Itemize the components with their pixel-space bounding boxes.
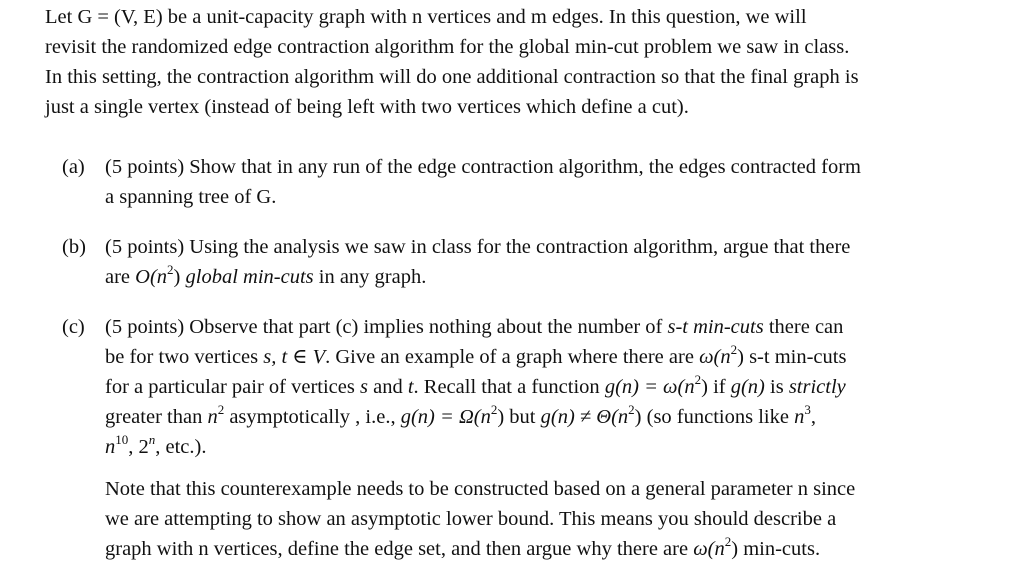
- part-c-line-2: be for two vertices s, t ∈ V. Give an example of a graph where there are $\omega(n^2)$ s-t min-cuts: [105, 342, 847, 368]
- part-b-line-1: (5 points) Using the analysis we saw in class for the contraction algorithm, argue that there: [105, 236, 851, 258]
- note-line-2: we are attempting to show an asymptotic lower bound. This means you should describe a: [105, 508, 837, 530]
- part-c-line-1: (5 points) Observe that part (c) implies nothing about the number of s-t min-cuts there can: [105, 316, 844, 338]
- intro-line-2: revisit the randomized edge contraction algorithm for the global min-cut problem we saw in class.: [45, 36, 850, 58]
- part-b-line-2: are $O(n^2)$ global min-cuts in any graph.: [105, 262, 427, 288]
- part-a-line-2: a spanning tree of G.: [105, 186, 277, 208]
- part-c-line-4: greater than $n^2$ asymptotically , i.e., $g(n) = \Omega(n^2)$ but $g(n) \ne \Theta(n^2)$ (so functions like $n^3$,: [105, 402, 816, 428]
- intro-line-4: just a single vertex (instead of being left with two vertices which define a cut).: [45, 96, 689, 118]
- part-c-line-3: for a particular pair of vertices s and t. Recall that a function $g(n) = \omega(n^2)$ if g(n) is strictly: [105, 372, 846, 398]
- note-line-1: Note that this counterexample needs to be constructed based on a general parameter n since: [105, 478, 856, 500]
- intro-line-3: In this setting, the contraction algorithm will do one additional contraction so that the final graph is: [45, 66, 859, 88]
- part-c-line-5: $n^{10}$, 2$^n$, etc.).: [105, 432, 207, 458]
- part-b-label: (b): [62, 236, 86, 258]
- part-a-line-1: (5 points) Show that in any run of the edge contraction algorithm, the edges contracted form: [105, 156, 862, 178]
- intro-line-1: Let G = (V, E) be a unit-capacity graph with n vertices and m edges. In this question, we will: [45, 6, 807, 28]
- note-line-3: graph with n vertices, define the edge set, and then argue why there are $\omega(n^2)$ min-cuts.: [105, 534, 821, 560]
- part-a-label: (a): [62, 156, 85, 178]
- part-c-label: (c): [62, 316, 85, 338]
